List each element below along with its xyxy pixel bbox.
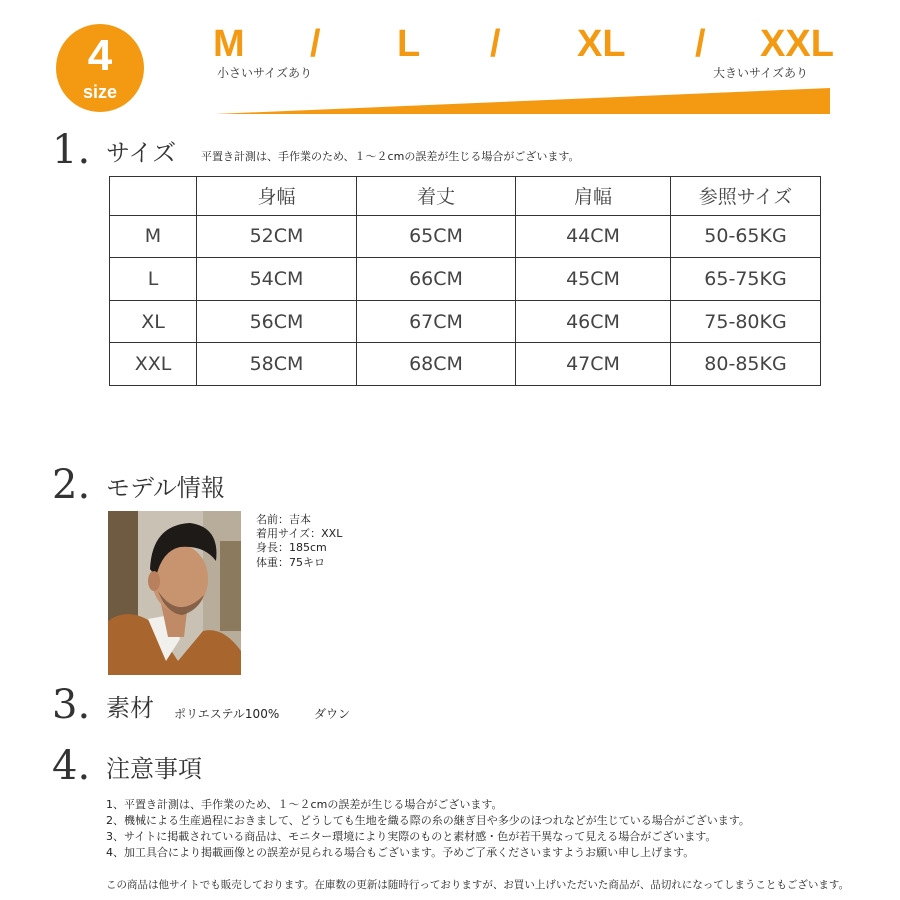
notice-item: 4、加工具合により掲載画像との誤差が見られる場合もございます。予めご了承くださいますようお願い申し上げます。 (106, 846, 695, 859)
table-cell: 45CM (516, 258, 671, 301)
table-header-cell: 肩幅 (516, 177, 671, 216)
table-row (110, 300, 821, 343)
table-cell: 65-75KG (671, 258, 821, 301)
large-size-hint: 大きいサイズあり (713, 66, 809, 80)
table-cell: 56CM (197, 300, 357, 343)
size-separator: / (490, 23, 501, 65)
section-number: 2. (52, 462, 91, 508)
table-cell: 47CM (516, 343, 671, 386)
notice-item: 2、機械による生産過程におきまして、どうしても生地を織る際の糸の継ぎ目や多少のほつれなどが生じている場合がございます。 (106, 814, 750, 827)
notice-item: 1、平置き計測は、手作業のため、１～２cmの誤差が生じる場合がございます。 (106, 798, 503, 811)
material-value: ポリエステル100% (174, 707, 280, 721)
section-number: 3. (52, 682, 91, 728)
table-header-cell: 着丈 (357, 177, 516, 216)
section-title-notes: 注意事項 (106, 755, 202, 783)
size-label-xl: XL (577, 23, 626, 65)
size-label-xxl: XXL (760, 23, 834, 65)
size-label-l: L (397, 23, 421, 65)
table-header-cell: 身幅 (197, 177, 357, 216)
section-number: 1. (52, 127, 91, 173)
table-cell: 44CM (516, 215, 671, 258)
table-cell: 65CM (357, 215, 516, 258)
size-label-m: M (213, 23, 245, 65)
table-cell: 75-80KG (671, 300, 821, 343)
fill-value: ダウン (314, 707, 351, 721)
section-number: 4. (52, 743, 91, 789)
measurement-note: 平置き計測は、手作業のため、１～２cmの誤差が生じる場合がございます。 (201, 150, 580, 163)
table-header-cell (110, 177, 197, 216)
badge-word: size (82, 82, 118, 102)
table-cell: 54CM (197, 258, 357, 301)
model-weight: 体重：75キロ (256, 556, 325, 569)
size-separator: / (695, 23, 706, 65)
model-height: 身長：185cm (256, 541, 327, 554)
table-cell: 52CM (197, 215, 357, 258)
size-count-badge (56, 24, 144, 112)
table-cell: L (110, 258, 197, 301)
table-row (110, 215, 821, 258)
section-title-model: モデル情報 (106, 474, 225, 502)
table-cell: 58CM (197, 343, 357, 386)
table-row (110, 343, 821, 386)
size-separator: / (310, 23, 321, 65)
table-cell: 46CM (516, 300, 671, 343)
table-cell: 68CM (357, 343, 516, 386)
table-row (110, 258, 821, 301)
table-cell: M (110, 215, 197, 258)
badge-number: 4 (87, 31, 113, 80)
size-scale-wedge (215, 86, 830, 116)
table-cell: 67CM (357, 300, 516, 343)
section-title-material: 素材 (106, 694, 154, 722)
section-title-size: サイズ (106, 139, 177, 167)
table-cell: 66CM (357, 258, 516, 301)
table-cell: 80-85KG (671, 343, 821, 386)
table-header-cell: 参照サイズ (671, 177, 821, 216)
model-photo (108, 511, 241, 675)
stock-disclaimer: この商品は他サイトでも販売しております。在庫数の更新は随時行っておりますが、お買い上げいただいた商品が、品切れになってしまうこともございます。 (106, 879, 850, 891)
table-cell: XL (110, 300, 197, 343)
table-header-row (110, 177, 821, 216)
size-table (109, 176, 821, 386)
table-cell: XXL (110, 343, 197, 386)
table-cell: 50-65KG (671, 215, 821, 258)
model-size: 着用サイズ：XXL (256, 527, 343, 540)
model-name: 名前：吉本 (256, 513, 311, 526)
notice-item: 3、サイトに掲載されている商品は、モニター環境により実際のものと素材感・色が若干異なって見える場合がございます。 (106, 830, 717, 843)
small-size-hint: 小さいサイズあり (217, 66, 313, 80)
